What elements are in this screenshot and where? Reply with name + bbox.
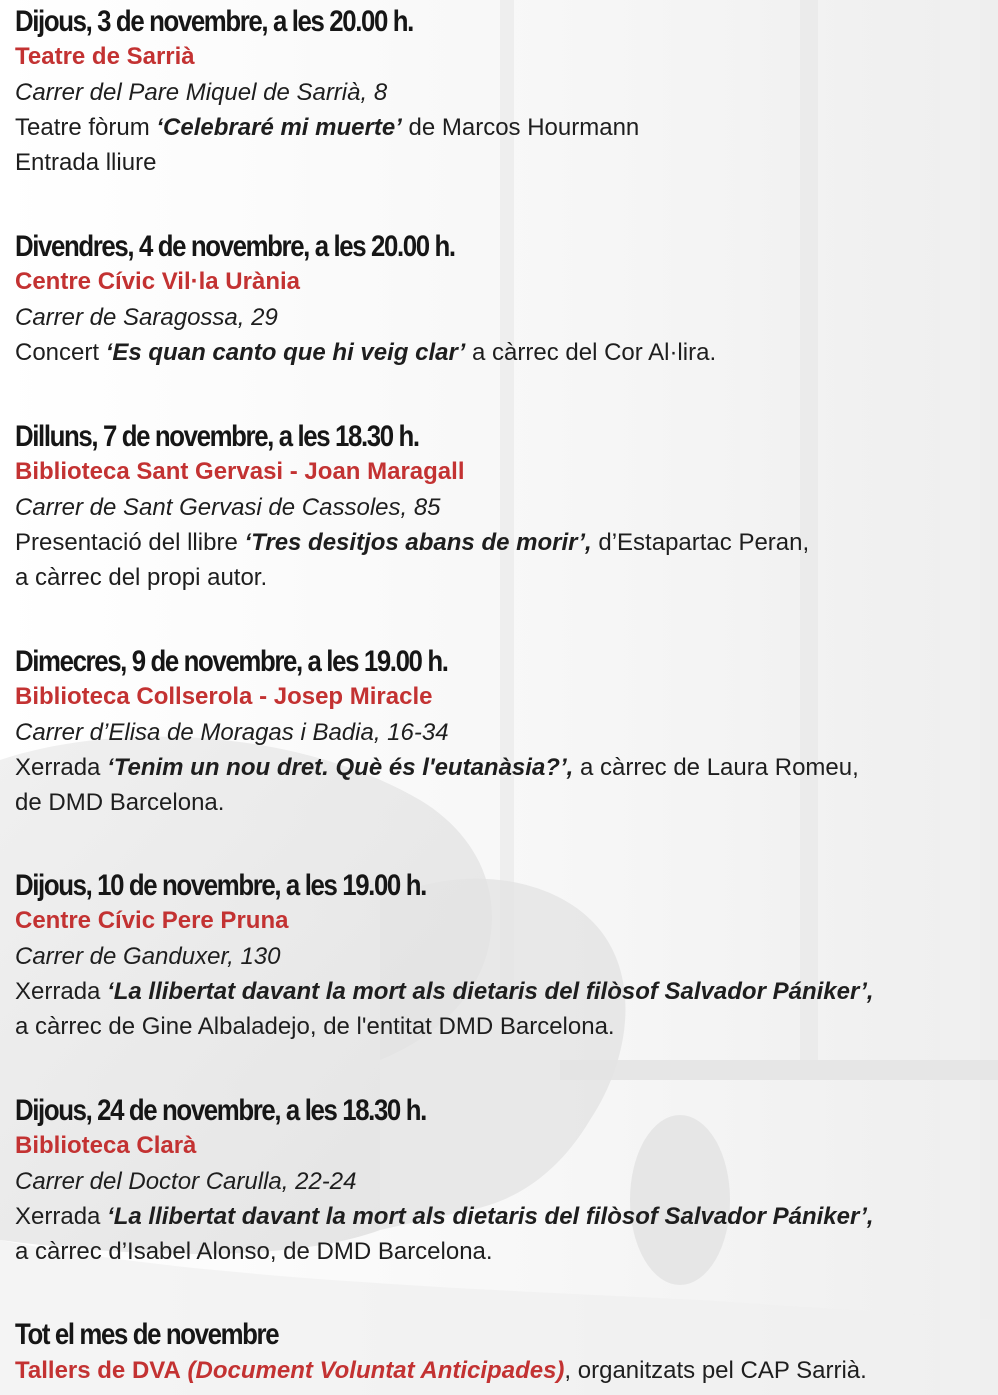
event-extra: de DMD Barcelona. xyxy=(15,789,225,816)
event-venue: Biblioteca Collserola - Josep Miracle xyxy=(15,683,433,710)
description-suffix: a càrrec del Cor Al·lira. xyxy=(465,339,717,366)
event-date: Divendres, 4 de novembre, a les 20.00 h. xyxy=(15,230,455,263)
event-block xyxy=(15,1093,985,1269)
final-heading: Tot el mes de novembre xyxy=(15,1318,279,1351)
event-description xyxy=(15,974,985,1009)
event-address: Carrer de Saragossa, 29 xyxy=(15,304,278,331)
final-venue: Tallers de DVA xyxy=(15,1357,181,1384)
event-title: ‘Tenim un nou dret. Què és l'eutanàsia?’, xyxy=(107,754,574,781)
event-extra: a càrrec de Gine Albaladejo, de l'entitat DMD Barcelona. xyxy=(15,1013,615,1040)
final-description xyxy=(15,1353,985,1388)
description-suffix: a càrrec de Laura Romeu, xyxy=(573,754,859,781)
event-date: Dimecres, 9 de novembre, a les 19.00 h. xyxy=(15,645,448,678)
description-prefix: Xerrada xyxy=(15,1203,108,1230)
event-venue: Biblioteca Clarà xyxy=(15,1132,197,1159)
event-address: Carrer del Doctor Carulla, 22-24 xyxy=(15,1168,357,1195)
event-extra: a càrrec del propi autor. xyxy=(15,564,268,591)
event-description xyxy=(15,1199,985,1234)
event-description xyxy=(15,750,985,785)
event-date: Dijous, 24 de novembre, a les 18.30 h. xyxy=(15,1094,426,1127)
description-prefix: Concert xyxy=(15,339,106,366)
final-rest: , organitzats pel CAP Sarrià. xyxy=(564,1357,867,1384)
event-title: ‘La llibertat davant la mort als dietaris del filòsof Salvador Pániker’, xyxy=(107,1203,874,1230)
event-extra: a càrrec d’Isabel Alonso, de DMD Barcelona. xyxy=(15,1238,493,1265)
event-venue: Teatre de Sarrià xyxy=(15,43,195,70)
description-prefix: Xerrada xyxy=(15,978,108,1005)
event-title: ‘Celebraré mi muerte’ xyxy=(156,114,402,141)
event-block xyxy=(15,644,985,820)
event-date: Dijous, 3 de novembre, a les 20.00 h. xyxy=(15,5,413,38)
description-suffix: de Marcos Hourmann xyxy=(401,114,640,141)
description-prefix: Teatre fòrum xyxy=(15,114,157,141)
event-address: Carrer de Sant Gervasi de Cassoles, 85 xyxy=(15,494,441,521)
event-venue: Centre Cívic Pere Pruna xyxy=(15,907,289,934)
month-long-event xyxy=(15,1317,985,1388)
final-venue-note: (Document Voluntat Anticipades) xyxy=(180,1357,565,1384)
event-block xyxy=(15,419,985,595)
event-description xyxy=(15,110,985,145)
event-address: Carrer del Pare Miquel de Sarrià, 8 xyxy=(15,79,388,106)
event-block xyxy=(15,229,985,370)
event-title: ‘Tres desitjos abans de morir’, xyxy=(244,529,592,556)
event-title: ‘Es quan canto que hi veig clar’ xyxy=(105,339,466,366)
event-venue: Biblioteca Sant Gervasi - Joan Maragall xyxy=(15,458,465,485)
event-address: Carrer d’Elisa de Moragas i Badia, 16-34 xyxy=(15,719,449,746)
description-suffix: d’Estapartac Peran, xyxy=(591,529,810,556)
event-venue: Centre Cívic Vil·la Urània xyxy=(15,268,300,295)
event-date: Dijous, 10 de novembre, a les 19.00 h. xyxy=(15,869,426,902)
event-block xyxy=(15,868,985,1044)
description-prefix: Xerrada xyxy=(15,754,108,781)
event-title: ‘La llibertat davant la mort als dietaris del filòsof Salvador Pániker’, xyxy=(107,978,874,1005)
event-extra: Entrada lliure xyxy=(15,149,157,176)
event-address: Carrer de Ganduxer, 130 xyxy=(15,943,281,970)
event-description xyxy=(15,525,985,560)
event-date: Dilluns, 7 de novembre, a les 18.30 h. xyxy=(15,420,419,453)
event-block xyxy=(15,4,985,180)
event-description xyxy=(15,335,985,370)
description-prefix: Presentació del llibre xyxy=(15,529,245,556)
